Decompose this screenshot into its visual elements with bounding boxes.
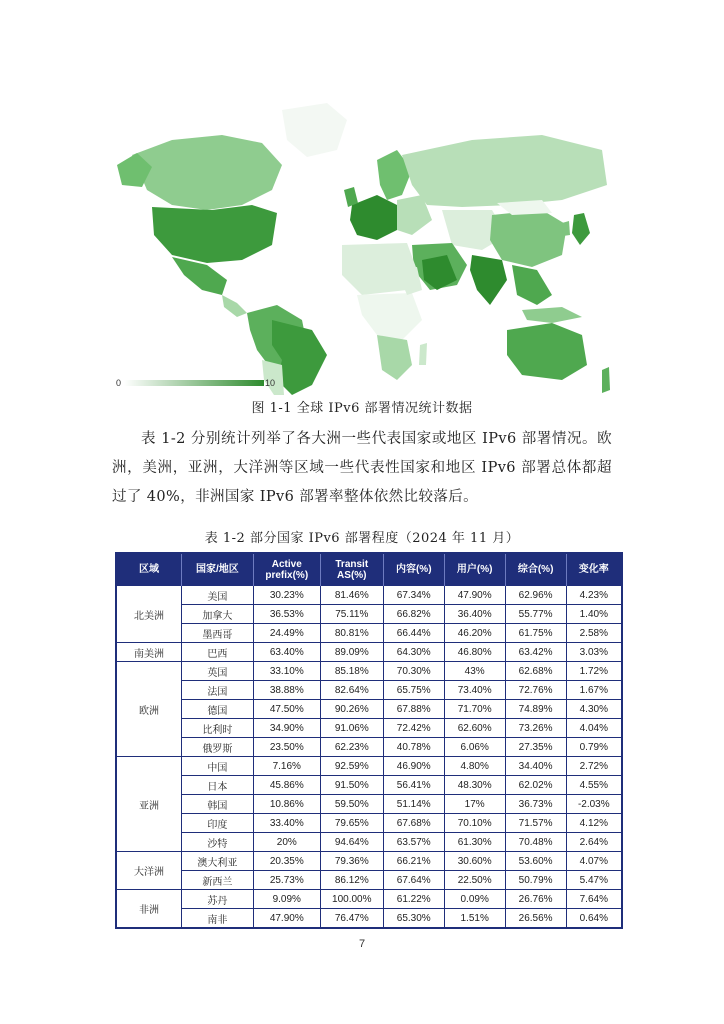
map-madagascar <box>419 343 427 365</box>
overall-cell: 72.76% <box>505 681 566 700</box>
table-row <box>116 909 622 929</box>
active-prefix-cell: 10.86% <box>253 795 320 814</box>
country-cell: 美国 <box>182 586 254 605</box>
map-southern-africa <box>377 335 412 380</box>
users-cell: 0.09% <box>444 890 505 909</box>
content-cell: 66.21% <box>383 852 444 871</box>
transit-as-cell: 91.50% <box>320 776 383 795</box>
active-prefix-cell: 30.23% <box>253 586 320 605</box>
country-cell: 加拿大 <box>182 605 254 624</box>
page-number: 7 <box>358 938 366 950</box>
region-cell: 大洋洲 <box>116 852 182 890</box>
region-cell: 非洲 <box>116 890 182 929</box>
users-cell: 46.80% <box>444 643 505 662</box>
change-rate-cell: 3.03% <box>566 643 622 662</box>
transit-as-cell: 75.11% <box>320 605 383 624</box>
active-prefix-cell: 33.10% <box>253 662 320 681</box>
active-prefix-cell: 47.90% <box>253 909 320 929</box>
change-rate-cell: 4.07% <box>566 852 622 871</box>
table-row <box>116 605 622 624</box>
map-indonesia <box>522 307 582 323</box>
table-row <box>116 757 622 776</box>
country-cell: 印度 <box>182 814 254 833</box>
transit-as-cell: 86.12% <box>320 871 383 890</box>
active-prefix-cell: 34.90% <box>253 719 320 738</box>
change-rate-cell: 0.64% <box>566 909 622 929</box>
header-transit-as <box>320 553 383 586</box>
transit-as-cell: 100.00% <box>320 890 383 909</box>
table-row <box>116 852 622 871</box>
region-cell: 北美洲 <box>116 586 182 643</box>
map-usa <box>152 205 277 263</box>
table-row <box>116 643 622 662</box>
users-cell: 48.30% <box>444 776 505 795</box>
overall-cell: 34.40% <box>505 757 566 776</box>
content-cell: 67.68% <box>383 814 444 833</box>
country-cell: 巴西 <box>182 643 254 662</box>
header-active-prefix <box>253 553 320 586</box>
header-users: 用户(%) <box>444 553 505 586</box>
transit-as-cell: 90.26% <box>320 700 383 719</box>
overall-cell: 26.76% <box>505 890 566 909</box>
change-rate-cell: 0.79% <box>566 738 622 757</box>
users-cell: 4.80% <box>444 757 505 776</box>
header-transit-as-label: Transit AS(%) <box>335 558 369 581</box>
header-active-prefix-label: Active prefix(%) <box>265 558 309 581</box>
header-change-rate: 变化率 <box>566 553 622 586</box>
table-row <box>116 624 622 643</box>
transit-as-cell: 85.18% <box>320 662 383 681</box>
content-cell: 67.64% <box>383 871 444 890</box>
active-prefix-cell: 36.53% <box>253 605 320 624</box>
transit-as-cell: 89.09% <box>320 643 383 662</box>
active-prefix-cell: 47.50% <box>253 700 320 719</box>
map-russia <box>402 135 607 207</box>
map-central-america <box>222 295 247 317</box>
overall-cell: 62.96% <box>505 586 566 605</box>
country-cell: 比利时 <box>182 719 254 738</box>
transit-as-cell: 76.47% <box>320 909 383 929</box>
country-cell: 德国 <box>182 700 254 719</box>
country-cell: 南非 <box>182 909 254 929</box>
change-rate-cell: 4.55% <box>566 776 622 795</box>
table-header-row <box>116 553 622 586</box>
users-cell: 1.51% <box>444 909 505 929</box>
active-prefix-cell: 63.40% <box>253 643 320 662</box>
overall-cell: 71.57% <box>505 814 566 833</box>
legend-gradient-bar <box>124 380 264 386</box>
users-cell: 47.90% <box>444 586 505 605</box>
change-rate-cell: 2.58% <box>566 624 622 643</box>
change-rate-cell: 1.40% <box>566 605 622 624</box>
content-cell: 67.34% <box>383 586 444 605</box>
content-cell: 65.30% <box>383 909 444 929</box>
transit-as-cell: 80.81% <box>320 624 383 643</box>
change-rate-cell: 5.47% <box>566 871 622 890</box>
active-prefix-cell: 25.73% <box>253 871 320 890</box>
change-rate-cell: 2.72% <box>566 757 622 776</box>
map-central-africa <box>357 293 422 340</box>
users-cell: 22.50% <box>444 871 505 890</box>
map-greenland <box>282 103 347 157</box>
content-cell: 64.30% <box>383 643 444 662</box>
map-korea <box>562 221 570 236</box>
overall-cell: 74.89% <box>505 700 566 719</box>
table-row <box>116 586 622 605</box>
map-china <box>490 210 567 267</box>
content-cell: 66.82% <box>383 605 444 624</box>
users-cell: 6.06% <box>444 738 505 757</box>
table-row <box>116 700 622 719</box>
transit-as-cell: 91.06% <box>320 719 383 738</box>
change-rate-cell: -2.03% <box>566 795 622 814</box>
users-cell: 17% <box>444 795 505 814</box>
header-overall: 综合(%) <box>505 553 566 586</box>
overall-cell: 62.68% <box>505 662 566 681</box>
overall-cell: 36.73% <box>505 795 566 814</box>
country-cell: 沙特 <box>182 833 254 852</box>
content-cell: 63.57% <box>383 833 444 852</box>
table-row <box>116 795 622 814</box>
active-prefix-cell: 38.88% <box>253 681 320 700</box>
table-row <box>116 681 622 700</box>
country-cell: 澳大利亚 <box>182 852 254 871</box>
figure-caption: 图 1-1 全球 IPv6 部署情况统计数据 <box>251 401 473 416</box>
transit-as-cell: 82.64% <box>320 681 383 700</box>
change-rate-cell: 1.67% <box>566 681 622 700</box>
transit-as-cell: 94.64% <box>320 833 383 852</box>
content-cell: 66.44% <box>383 624 444 643</box>
table-row <box>116 890 622 909</box>
map-australia <box>507 323 587 380</box>
legend-max-label: 10 <box>265 378 276 388</box>
region-cell: 亚洲 <box>116 757 182 852</box>
overall-cell: 53.60% <box>505 852 566 871</box>
active-prefix-cell: 20.35% <box>253 852 320 871</box>
region-cell: 欧洲 <box>116 662 182 757</box>
overall-cell: 63.42% <box>505 643 566 662</box>
table-row <box>116 662 622 681</box>
map-india <box>470 255 507 305</box>
active-prefix-cell: 7.16% <box>253 757 320 776</box>
map-canada <box>132 135 282 210</box>
table-row <box>116 814 622 833</box>
transit-as-cell: 62.23% <box>320 738 383 757</box>
overall-cell: 62.02% <box>505 776 566 795</box>
overall-cell: 27.35% <box>505 738 566 757</box>
map-japan <box>572 213 590 245</box>
content-cell: 70.30% <box>383 662 444 681</box>
change-rate-cell: 4.04% <box>566 719 622 738</box>
map-mexico <box>172 257 227 295</box>
country-cell: 日本 <box>182 776 254 795</box>
transit-as-cell: 79.36% <box>320 852 383 871</box>
content-cell: 65.75% <box>383 681 444 700</box>
content-cell: 51.14% <box>383 795 444 814</box>
transit-as-cell: 59.50% <box>320 795 383 814</box>
country-cell: 俄罗斯 <box>182 738 254 757</box>
users-cell: 62.60% <box>444 719 505 738</box>
content-cell: 46.90% <box>383 757 444 776</box>
overall-cell: 50.79% <box>505 871 566 890</box>
active-prefix-cell: 20% <box>253 833 320 852</box>
country-cell: 英国 <box>182 662 254 681</box>
active-prefix-cell: 24.49% <box>253 624 320 643</box>
body-paragraph: 表 1-2 分别统计列举了各大洲一些代表国家或地区 IPv6 部署情况。欧洲，美洲，亚洲，大洋洲等区域一些代表性国家和地区 IPv6 部署总体都超过了 40%，非洲国家 IPv6 部署率整体依然比较落后。 <box>112 431 612 505</box>
change-rate-cell: 1.72% <box>566 662 622 681</box>
content-cell: 72.42% <box>383 719 444 738</box>
ipv6-deployment-table <box>115 552 623 929</box>
overall-cell: 26.56% <box>505 909 566 929</box>
country-cell: 韩国 <box>182 795 254 814</box>
users-cell: 71.70% <box>444 700 505 719</box>
users-cell: 46.20% <box>444 624 505 643</box>
map-southeast-asia <box>512 265 552 305</box>
country-cell: 中国 <box>182 757 254 776</box>
change-rate-cell: 7.64% <box>566 890 622 909</box>
transit-as-cell: 92.59% <box>320 757 383 776</box>
table-caption: 表 1-2 部分国家 IPv6 部署程度（2024 年 11 月） <box>204 531 520 546</box>
active-prefix-cell: 33.40% <box>253 814 320 833</box>
country-cell: 新西兰 <box>182 871 254 890</box>
table-row <box>116 833 622 852</box>
active-prefix-cell: 45.86% <box>253 776 320 795</box>
change-rate-cell: 4.30% <box>566 700 622 719</box>
content-cell: 56.41% <box>383 776 444 795</box>
change-rate-cell: 4.23% <box>566 586 622 605</box>
header-region: 区域 <box>116 553 182 586</box>
users-cell: 43% <box>444 662 505 681</box>
header-content: 内容(%) <box>383 553 444 586</box>
content-cell: 67.88% <box>383 700 444 719</box>
overall-cell: 55.77% <box>505 605 566 624</box>
country-cell: 苏丹 <box>182 890 254 909</box>
country-cell: 法国 <box>182 681 254 700</box>
active-prefix-cell: 23.50% <box>253 738 320 757</box>
table-row <box>116 871 622 890</box>
overall-cell: 73.26% <box>505 719 566 738</box>
world-ipv6-map <box>112 95 612 395</box>
transit-as-cell: 79.65% <box>320 814 383 833</box>
table-row <box>116 738 622 757</box>
change-rate-cell: 4.12% <box>566 814 622 833</box>
overall-cell: 70.48% <box>505 833 566 852</box>
header-country: 国家/地区 <box>182 553 254 586</box>
users-cell: 61.30% <box>444 833 505 852</box>
change-rate-cell: 2.64% <box>566 833 622 852</box>
country-cell: 墨西哥 <box>182 624 254 643</box>
content-cell: 61.22% <box>383 890 444 909</box>
table-row <box>116 719 622 738</box>
users-cell: 30.60% <box>444 852 505 871</box>
content-cell: 40.78% <box>383 738 444 757</box>
legend-min-label: 0 <box>116 378 122 388</box>
region-cell: 南美洲 <box>116 643 182 662</box>
users-cell: 36.40% <box>444 605 505 624</box>
map-new-zealand <box>602 367 610 393</box>
users-cell: 70.10% <box>444 814 505 833</box>
users-cell: 73.40% <box>444 681 505 700</box>
active-prefix-cell: 9.09% <box>253 890 320 909</box>
table-body <box>116 586 622 929</box>
transit-as-cell: 81.46% <box>320 586 383 605</box>
overall-cell: 61.75% <box>505 624 566 643</box>
table-row <box>116 776 622 795</box>
